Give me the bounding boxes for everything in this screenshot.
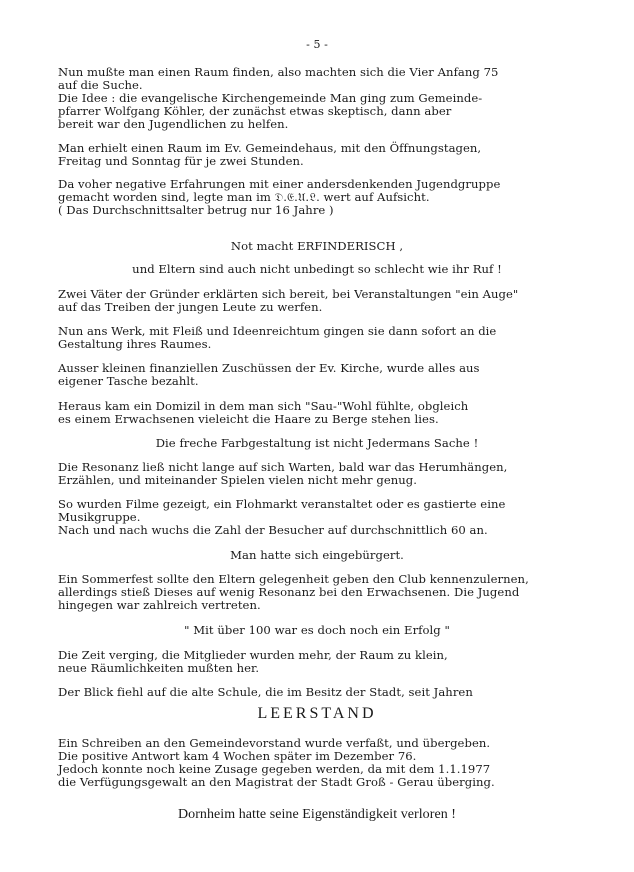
text-line: Die Idee : die evangelische Kirchengemeinde Man ging zum Gemeinde- [58,91,483,105]
text-line: Freitag und Sonntag für je zwei Stunden. [58,154,304,168]
text-line: auf das Treiben der jungen Leute zu werfen. [58,300,323,314]
text-line: die Verfügungsgewalt an den Magistrat der Stadt Groß - Gerau überging. [58,775,495,789]
text-line: Musikgruppe. [58,510,141,524]
text-line: Nun ans Werk, mit Fleiß und Ideenreichtum gingen sie dann sofort an die [58,324,497,338]
centered-line: und Eltern sind auch nicht unbedingt so schlecht wie ihr Ruf ! [132,262,502,276]
text-line: Man erhielt einen Raum im Ev. Gemeindehaus, mit den Öffnungstagen, [58,141,482,155]
text-line: Ein Schreiben an den Gemeindevorstand wurde verfaßt, und übergeben. [58,736,491,750]
centered-quote: " Mit über 100 war es doch noch ein Erfolg " [184,623,450,637]
leerstand-heading: LEERSTAND [257,705,377,722]
text-line: neue Räumlichkeiten mußten her. [58,661,260,675]
text-line: bereit war den Jugendlichen zu helfen. [58,117,289,131]
centered-line: Man hatte sich eingebürgert. [230,548,404,562]
text-line: Heraus kam ein Domizil in dem man sich "Sau-"Wohl fühlte, obgleich [58,399,469,413]
text-line: Die Resonanz ließ nicht lange auf sich Warten, bald war das Herumhängen, [58,460,508,474]
text-line: Nach und nach wuchs die Zahl der Besucher auf durchschnittlich 60 an. [58,523,488,537]
text-line: hingegen war zahlreich vertreten. [58,598,261,612]
text-line: Die Zeit verging, die Mitglieder wurden mehr, der Raum zu klein, [58,648,448,662]
text-line: Ein Sommerfest sollte den Eltern gelegenheit geben den Club kennenzulernen, [58,572,529,586]
text-line: Nun mußte man einen Raum finden, also machten sich die Vier Anfang 75 [58,65,499,79]
page-number: - 5 - [306,38,328,51]
centered-line: Die freche Farbgestaltung ist nicht Jedermans Sache ! [155,436,479,450]
text-line: gemacht worden sind, legte man im 𝔇.𝔈.𝔘.𝔏. wert auf Aufsicht. [58,190,430,204]
text-line: es einem Erwachsenen vieleicht die Haare zu Berge stehen lies. [58,412,439,426]
text-line: Da voher negative Erfahrungen mit einer andersdenkenden Jugendgruppe [58,177,501,191]
text-line: So wurden Filme gezeigt, ein Flohmarkt veranstaltet oder es gastierte eine [58,497,506,511]
text-line: Gestaltung ihres Raumes. [58,337,212,351]
text-line: allerdings stieß Dieses auf wenig Resonanz bei den Erwachsenen. Die Jugend [58,585,520,599]
text-line: Zwei Väter der Gründer erklärten sich bereit, bei Veranstaltungen "ein Auge" [58,287,519,301]
centered-heading: Not macht ERFINDERISCH , [230,239,404,253]
text-line: Jedoch konnte noch keine Zusage gegeben werden, da mit dem 1.1.1977 [58,762,491,776]
text-line: Der Blick fiehl auf die alte Schule, die im Besitz der Stadt, seit Jahren [58,685,473,699]
closing-statement: Dornheim hatte seine Eigenständigkeit verloren ! [177,807,457,822]
text-line: Erzählen, und miteinander Spielen vielen nicht mehr genug. [58,473,417,487]
text-line: Ausser kleinen finanziellen Zuschüssen der Ev. Kirche, wurde alles aus [58,361,480,375]
text-line: eigener Tasche bezahlt. [58,374,199,388]
text-line: pfarrer Wolfgang Köhler, der zunächst etwas skeptisch, dann aber [58,104,452,118]
text-line: Die positive Antwort kam 4 Wochen später im Dezember 76. [58,749,417,763]
text-line: ( Das Durchschnittsalter betrug nur 16 Jahre ) [58,203,334,217]
text-line: auf die Suche. [58,78,143,92]
